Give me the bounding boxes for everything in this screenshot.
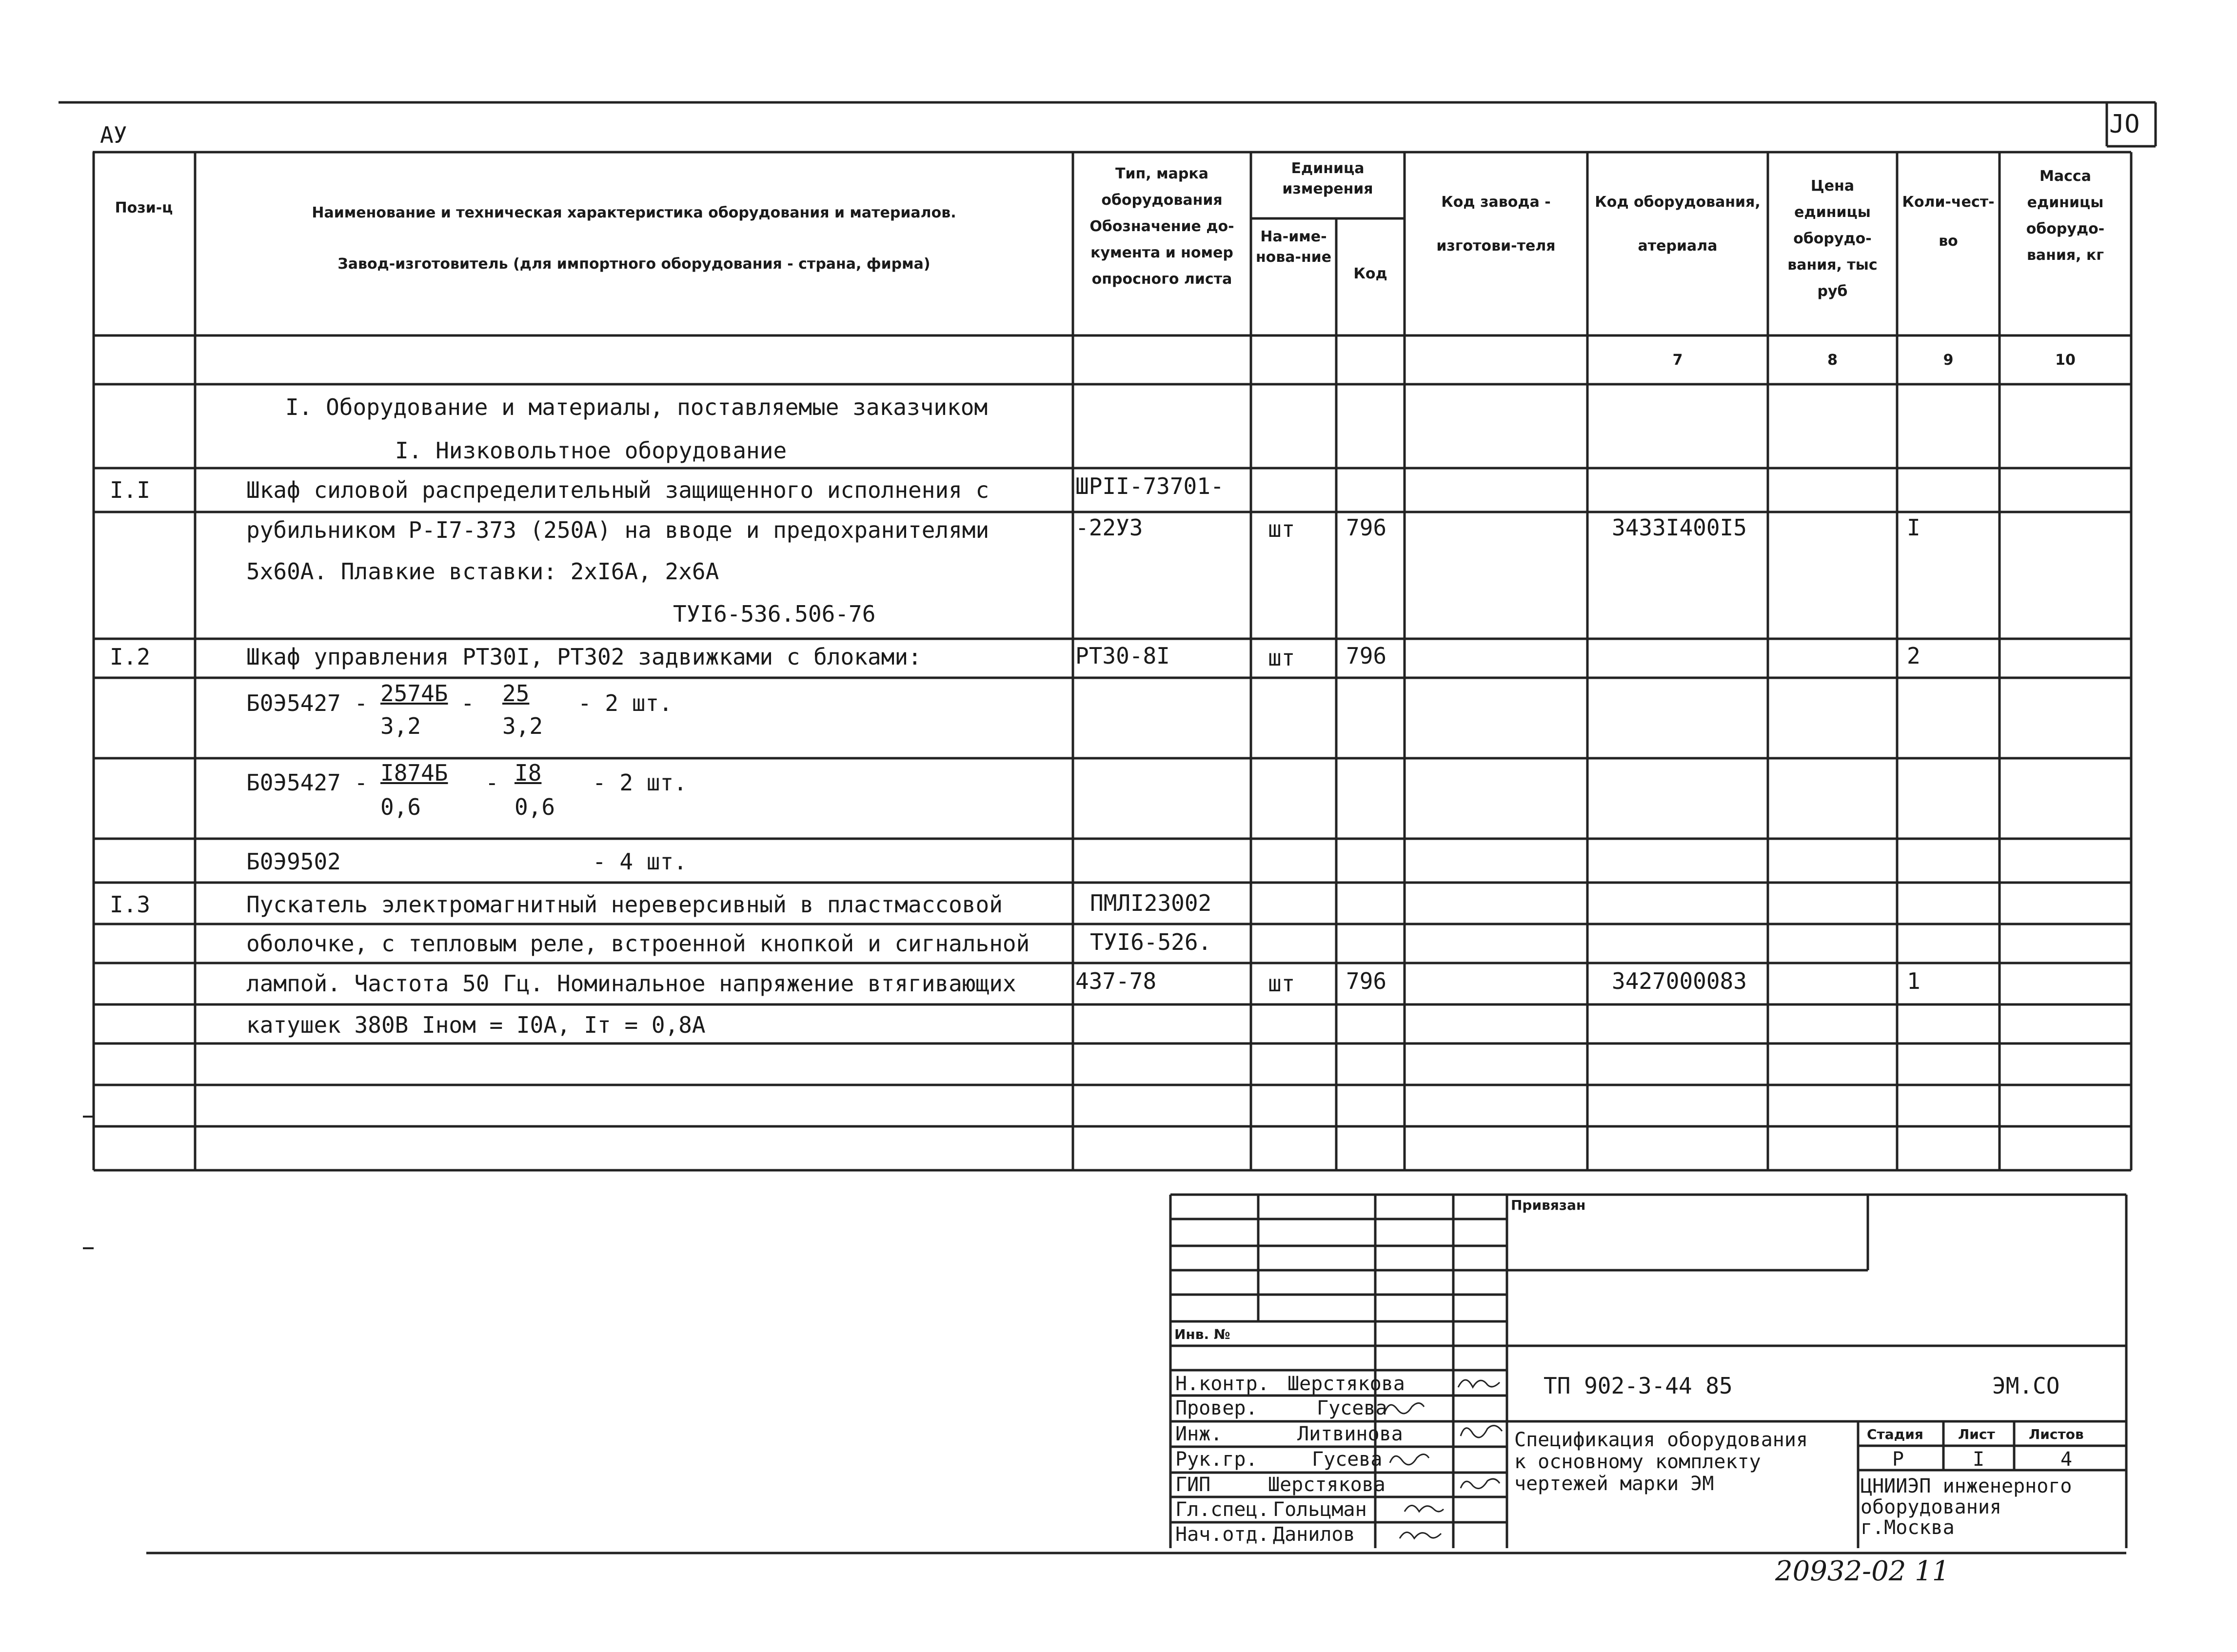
item-code: 796 bbox=[1346, 514, 1387, 541]
role-name: Гусева bbox=[1312, 1448, 1383, 1471]
header-name-line2: Завод-изготовитель (для импортного оборудования - страна, фирма) bbox=[337, 256, 930, 273]
item-type: ПМЛI23002 bbox=[1090, 890, 1212, 916]
item-unit: шт bbox=[1268, 970, 1295, 997]
block-prefix: Б0Э5427 - bbox=[246, 690, 368, 716]
header-maker-code: Код завода - изготови-теля bbox=[1436, 194, 1556, 255]
role-name: Шерстякова bbox=[1268, 1474, 1386, 1496]
block-denominator: 3,2 bbox=[380, 713, 421, 739]
item-code: 796 bbox=[1346, 968, 1387, 994]
item-type: 437-78 bbox=[1075, 968, 1157, 994]
corner-mark: АУ bbox=[100, 122, 127, 148]
stage-label: Стадия bbox=[1867, 1426, 1923, 1442]
role-label: Н.контр. bbox=[1175, 1373, 1269, 1395]
item-qty: 2 bbox=[1907, 643, 1920, 669]
item-line: лампой. Частота 50 Гц. Номинальное напряжение втягивающих bbox=[246, 970, 1016, 997]
header-type: Тип, марка оборудования Обозначение до-кумента и номер опросного листа bbox=[1089, 165, 1234, 288]
role-label: Рук.гр. bbox=[1175, 1448, 1258, 1471]
section-title-2: I. Низковольтное оборудование bbox=[395, 437, 787, 464]
header-name-line1: Наименование и техническая характеристика оборудования и материалов. bbox=[312, 204, 956, 221]
block-numerator: I874Б bbox=[380, 760, 448, 786]
role-name: Шерстякова bbox=[1287, 1373, 1405, 1395]
attached-label: Привязан bbox=[1511, 1197, 1586, 1213]
block-denominator: 0,6 bbox=[380, 794, 421, 820]
item-code: 796 bbox=[1346, 643, 1387, 669]
item-type: -22У3 bbox=[1075, 514, 1143, 541]
role-label: Нач.отд. bbox=[1175, 1523, 1269, 1546]
header-equip-code: Код оборудования, атериала bbox=[1595, 194, 1761, 255]
role-label: Инж. bbox=[1175, 1423, 1223, 1445]
sheet-label: Лист bbox=[1958, 1426, 1995, 1442]
item-type: ШРII-73701- bbox=[1075, 473, 1224, 499]
block-denominator: 3,2 bbox=[502, 713, 543, 739]
block-suffix: - 2 шт. bbox=[593, 769, 687, 796]
role-name: Гусева bbox=[1317, 1397, 1387, 1419]
item-equip-code: 3433I400I5 bbox=[1612, 514, 1747, 541]
item-pos: I.2 bbox=[110, 644, 151, 670]
header-qty: Коли-чест-во bbox=[1902, 194, 1995, 250]
block-numerator: 25 bbox=[502, 680, 530, 707]
header-num10: 10 bbox=[2055, 352, 2076, 369]
item-type: РТ30-8I bbox=[1075, 643, 1170, 669]
item-pos: I.I bbox=[110, 477, 151, 503]
item-line: катушек 380В Iном = I0А, Iт = 0,8А bbox=[246, 1012, 706, 1038]
item-equip-code: 3427000083 bbox=[1612, 968, 1747, 994]
header-pos: Пози-ц bbox=[115, 199, 173, 216]
header-unit: Единица измерения bbox=[1282, 160, 1373, 197]
header-mass: Масса единицы оборудо-вания, кг bbox=[2026, 168, 2105, 264]
item-qty: I bbox=[1907, 514, 1920, 541]
item-line: рубильником Р-I7-373 (250А) на вводе и предохранителями bbox=[246, 517, 990, 543]
role-label: Провер. bbox=[1175, 1397, 1258, 1419]
item-unit: шт bbox=[1268, 516, 1295, 542]
header-unit-code: Код bbox=[1353, 265, 1387, 282]
block-separator: - bbox=[461, 690, 475, 716]
inv-label: Инв. № bbox=[1174, 1326, 1230, 1342]
item-qty: 1 bbox=[1907, 968, 1920, 994]
block-prefix: Б0Э5427 - bbox=[246, 769, 368, 796]
header-unit-name: На-име-нова-ние bbox=[1255, 228, 1332, 266]
item-line: Пускатель электромагнитный нереверсивный в пластмассовой bbox=[246, 891, 1003, 918]
role-label: Гл.спец. bbox=[1175, 1498, 1269, 1521]
item-line: Шкаф силовой распределительный защищенного исполнения с bbox=[246, 477, 990, 503]
header-num8: 8 bbox=[1827, 352, 1838, 369]
sheets-label: Листов bbox=[2029, 1426, 2084, 1442]
block-separator: - bbox=[485, 769, 499, 796]
doc-title-line: Спецификация оборудования bbox=[1514, 1429, 1808, 1451]
role-name: Литвинова bbox=[1297, 1423, 1403, 1445]
org-line: ЦНИИЭП инженерного bbox=[1861, 1475, 2072, 1497]
role-name: Гольцман bbox=[1273, 1498, 1367, 1521]
item-line: 5х60А. Плавкие вставки: 2хI6А, 2х6А bbox=[246, 558, 719, 585]
org-line: оборудования bbox=[1861, 1496, 2001, 1518]
block-numerator: I8 bbox=[515, 760, 542, 786]
stage-value: Р bbox=[1892, 1448, 1904, 1471]
block-suffix: - 2 шт. bbox=[578, 690, 673, 716]
org-line: г.Москва bbox=[1861, 1516, 1955, 1539]
block-extra-suffix: - 4 шт. bbox=[593, 848, 687, 875]
header-price: Цена единицы оборудо-вания, тыс руб bbox=[1787, 177, 1878, 300]
doc-code: ТП 902-3-44 85 bbox=[1544, 1373, 1733, 1399]
doc-title-line: к основному комплекту bbox=[1514, 1451, 1761, 1473]
sheets-value: 4 bbox=[2060, 1448, 2073, 1471]
doc-mark: ЭМ.СО bbox=[1992, 1373, 2060, 1399]
item-unit: шт bbox=[1268, 645, 1295, 671]
item-type: ТУI6-526. bbox=[1090, 929, 1212, 955]
role-name: Данилов bbox=[1273, 1523, 1355, 1546]
block-denominator: 0,6 bbox=[515, 794, 555, 820]
role-label: ГИП bbox=[1175, 1474, 1211, 1496]
header-num7: 7 bbox=[1672, 352, 1683, 369]
block-extra-name: Б0Э9502 bbox=[246, 848, 341, 875]
doc-title-line: чертежей марки ЭМ bbox=[1514, 1473, 1714, 1495]
sheet-code: ЈО bbox=[2109, 110, 2140, 139]
footer-number: 20932-02 11 bbox=[1775, 1555, 1950, 1587]
item-line: оболочке, с тепловым реле, встроенной кнопкой и сигнальной bbox=[246, 930, 1030, 957]
item-line: Шкаф управления РТ30I, РТ302 задвижками с блоками: bbox=[246, 644, 922, 670]
section-title-1: I. Оборудование и материалы, поставляемые заказчиком bbox=[285, 394, 988, 420]
item-pos: I.3 bbox=[110, 891, 151, 918]
block-numerator: 2574Б bbox=[380, 680, 448, 707]
item-spec: ТУI6-536.506-76 bbox=[673, 601, 876, 627]
header-num9: 9 bbox=[1943, 352, 1954, 369]
sheet-value: I bbox=[1973, 1448, 1985, 1471]
